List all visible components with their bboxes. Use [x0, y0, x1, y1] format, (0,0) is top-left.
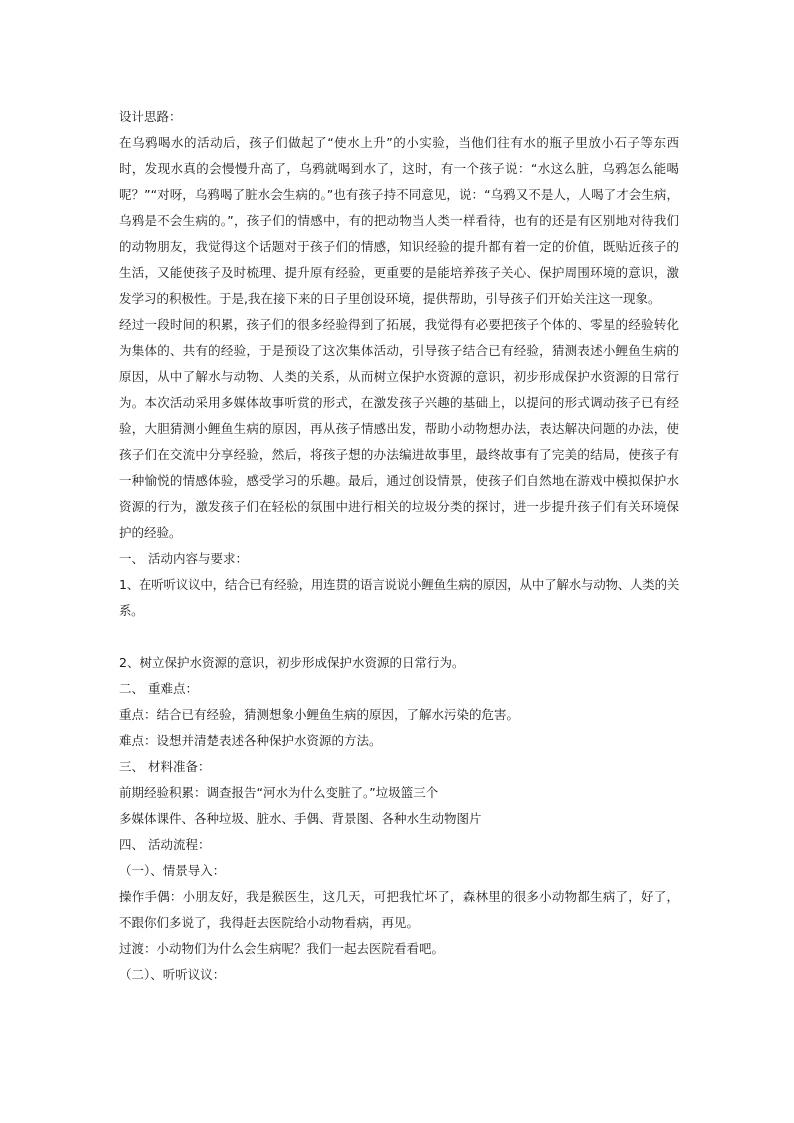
transition-line: 过渡：小动物们为什么会生病呢？我们一起去医院看看吧。 — [119, 941, 445, 956]
paragraph-design-2: 经过一段时间的积累，孩子们的很多经验得到了拓展，我觉得有必要把孩子个体的、零星的经验转化为集体的、共有的经验，于是预设了这次集体活动，引导孩子结合已有经验，猜测表述小鲤鱼生病的原因，从中了解水与动物、人类的关系，从而树立保护水资源的意识，初步形成保护水资源的日常行为。本次活动采用多媒体故事听赏的形式，在激发孩子兴趣的基础上，以提问的形式调动孩子已有经验，大胆猜测小鲤鱼生病的原因，再从孩子情感出发，帮助小动物想办法，表达解决问题的办法，使孩子们在交流中分享经验，然后，将孩子想的办法编进故事里，最终故事有了完美的结局，使孩子有一种愉悦的情感体验，感受学习的乐趣。最后，通过创设情景，使孩子们自然地在游戏中模拟保护水资源的行为，激发孩子们在轻松的氛围中进行相关的垃圾分类的探讨，进一步提升孩子们有关环境保护的经验。 — [119, 317, 679, 540]
paragraph-design-1: 在乌鸦喝水的活动后，孩子们做起了“使水上升”的小实验，当他们往有水的瓶子里放小石子等东西时，发现水真的会慢慢升高了，乌鸦就喝到水了，这时，有一个孩子说：“水这么脏，乌鸦怎么能喝呢？”“对呀，乌鸦喝了脏水会生病的。”也有孩子持不同意见，说：“乌鸦又不是人，人喝了才会生病，乌鸦是不会生病的。”，孩子们的情感中，有的把动物当人类一样看待，也有的还是有区别地对待我们的动物朋友，我觉得这个话题对于孩子们的情感，知识经验的提升都有着一定的价值，既贴近孩子的生活，又能使孩子及时梳理、提升原有经验，更重要的是能培养孩子关心、保护周围环境的意识，激发学习的积极性。于是,我在接下来的日子里创设环境，提供帮助，引导孩子们开始关注这一现象。 — [119, 135, 679, 306]
materials-line-2: 多媒体课件、各种垃圾、脏水、手偶、背景图、各种水生动物图片 — [119, 811, 482, 826]
puppet-dialogue: 操作手偶：小朋友好，我是猴医生，这几天，可把我忙坏了，森林里的很多小动物都生病了，好了，不跟你们多说了，我得赶去医院给小动物看病，再见。 — [119, 889, 679, 930]
design-title: 设计思路： — [119, 109, 182, 124]
document-page — [119, 104, 679, 988]
section-heading-content: 一、 活动内容与要求： — [119, 551, 248, 566]
materials-line-1: 前期经验积累：调查报告“河水为什么变脏了。”垃圾篮三个 — [119, 785, 439, 800]
key-point-line: 重点：结合已有经验，猜测想象小鲤鱼生病的原因，了解水污染的危害。 — [119, 707, 520, 722]
section-heading-materials: 三、 材料准备： — [119, 759, 211, 774]
section-heading-key-points: 二、 重难点： — [119, 681, 198, 696]
section-heading-process: 四、 活动流程： — [119, 837, 211, 852]
goal-item-2: 2、树立保护水资源的意识，初步形成保护水资源的日常行为。 — [119, 655, 465, 670]
step-heading-1: （一）、情景导入： — [119, 863, 226, 878]
goal-item-1: 1、在听听议议中，结合已有经验，用连贯的语言说说小鲤鱼生病的原因，从中了解水与动物、人类的关系。 — [119, 577, 679, 618]
difficult-point-line: 难点：设想并清楚表述各种保护水资源的方法。 — [119, 733, 382, 748]
step-heading-2: （二）、听听议议： — [119, 967, 226, 982]
